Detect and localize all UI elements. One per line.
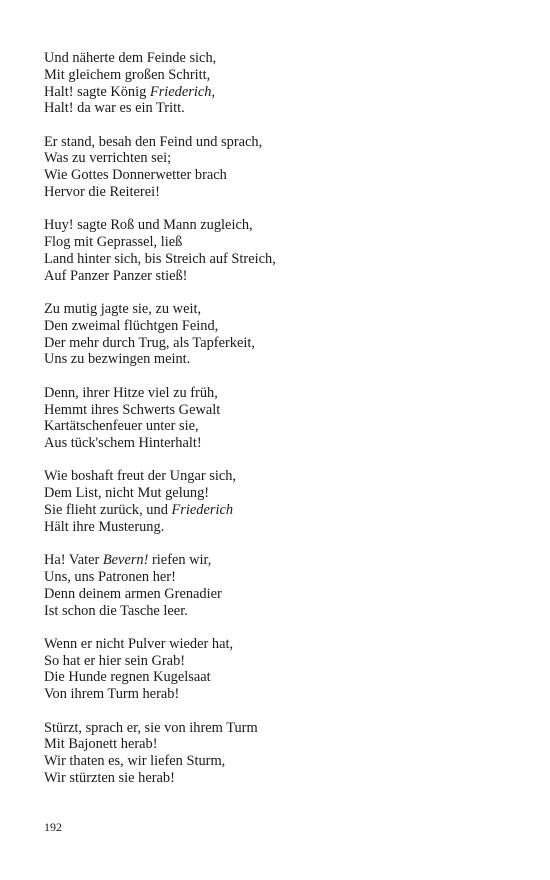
stanza [44, 385, 524, 452]
verse-text: Denn, ihrer Hitze viel zu früh, [44, 384, 218, 401]
verse-text: Was zu verrichten sei; [44, 150, 172, 167]
stanza [44, 134, 524, 201]
stanza [44, 217, 524, 284]
verse-text: Land hinter sich, bis Streich auf Streich, [44, 250, 276, 267]
verse-text: Der mehr durch Trug, als Tapferkeit, [44, 334, 255, 351]
verse-line [44, 569, 524, 586]
stanza [44, 50, 524, 117]
verse-line [44, 552, 524, 569]
stanza [44, 301, 524, 368]
verse-line [44, 603, 524, 620]
verse-line [44, 100, 524, 117]
verse-line [44, 586, 524, 603]
verse-line [44, 84, 524, 101]
verse-text: So hat er hier sein Grab! [44, 652, 186, 669]
verse-line [44, 134, 524, 151]
verse-text: Uns zu bezwingen meint. [44, 351, 191, 368]
verse-text: Mit Bajonett herab! [44, 736, 158, 753]
verse-line [44, 318, 524, 335]
verse-text: Flog mit Geprassel, ließ [44, 234, 183, 251]
verse-line [44, 485, 524, 502]
verse-text: Kartätschenfeuer unter sie, [44, 418, 199, 435]
verse-line [44, 301, 524, 318]
verse-line [44, 753, 524, 770]
stanza [44, 636, 524, 703]
verse-text: Mit gleichem großen Schritt, [44, 66, 211, 83]
verse-line [44, 335, 524, 352]
verse-text: Stürzt, sprach er, sie von ihrem Turm [44, 719, 258, 736]
verse-text: Von ihrem Turm herab! [44, 686, 180, 703]
stanza [44, 468, 524, 535]
verse-text: Halt! sagte König [44, 83, 150, 100]
verse-text: Auf Panzer Panzer stieß! [44, 267, 188, 284]
verse-line [44, 418, 524, 435]
verse-line [44, 653, 524, 670]
verse-line [44, 636, 524, 653]
verse-line [44, 217, 524, 234]
page-number: 192 [44, 820, 62, 834]
verse-text: Wie Gottes Donnerwetter brach [44, 167, 227, 184]
verse-text: Ha! Vater [44, 552, 103, 569]
verse-line [44, 167, 524, 184]
italic-name: Bevern! [102, 552, 149, 569]
verse-line [44, 502, 524, 519]
verse-text: Wir stürzten sie herab! [44, 769, 175, 786]
verse-line [44, 268, 524, 285]
italic-name: Friederich, [149, 83, 216, 100]
italic-name: Friederich [171, 502, 234, 519]
verse-text: Huy! sagte Roß und Mann zugleich, [44, 217, 253, 234]
verse-text: Hält ihre Musterung. [44, 518, 165, 535]
verse-line [44, 251, 524, 268]
verse-line [44, 468, 524, 485]
verse-line [44, 669, 524, 686]
verse-line [44, 50, 524, 67]
verse-line [44, 184, 524, 201]
poem [44, 50, 524, 803]
verse-line [44, 770, 524, 787]
verse-text: Ist schon die Tasche leer. [44, 602, 188, 619]
verse-line [44, 686, 524, 703]
verse-text: Wie boshaft freut der Ungar sich, [44, 468, 237, 485]
verse-text: Wir thaten es, wir liefen Sturm, [44, 753, 226, 770]
verse-line [44, 234, 524, 251]
verse-line [44, 351, 524, 368]
verse-text: Hemmt ihres Schwerts Gewalt [44, 401, 221, 418]
verse-text: Dem List, nicht Mut gelung! [44, 485, 210, 502]
verse-line [44, 150, 524, 167]
verse-line [44, 736, 524, 753]
stanza [44, 552, 524, 619]
verse-line [44, 435, 524, 452]
verse-text: Und näherte dem Feinde sich, [44, 50, 217, 66]
verse-text: riefen wir, [148, 552, 212, 569]
verse-line [44, 385, 524, 402]
verse-text: Wenn er nicht Pulver wieder hat, [44, 635, 234, 652]
verse-text: Halt! da war es ein Tritt. [44, 100, 185, 117]
verse-line [44, 720, 524, 737]
verse-text: Sie flieht zurück, und [44, 502, 172, 519]
verse-text: Aus tück'schem Hinterhalt! [44, 435, 202, 452]
verse-text: Uns, uns Patronen her! [44, 568, 176, 585]
verse-text: Den zweimal flüchtgen Feind, [44, 317, 219, 334]
verse-text: Hervor die Reiterei! [44, 184, 160, 201]
verse-text: Er stand, besah den Feind und sprach, [44, 133, 263, 150]
verse-text: Zu mutig jagte sie, zu weit, [44, 301, 202, 318]
verse-text: Denn deinem armen Grenadier [44, 585, 222, 602]
verse-line [44, 67, 524, 84]
verse-line [44, 402, 524, 419]
stanza [44, 720, 524, 787]
verse-line [44, 519, 524, 536]
verse-text: Die Hunde regnen Kugelsaat [44, 669, 211, 686]
